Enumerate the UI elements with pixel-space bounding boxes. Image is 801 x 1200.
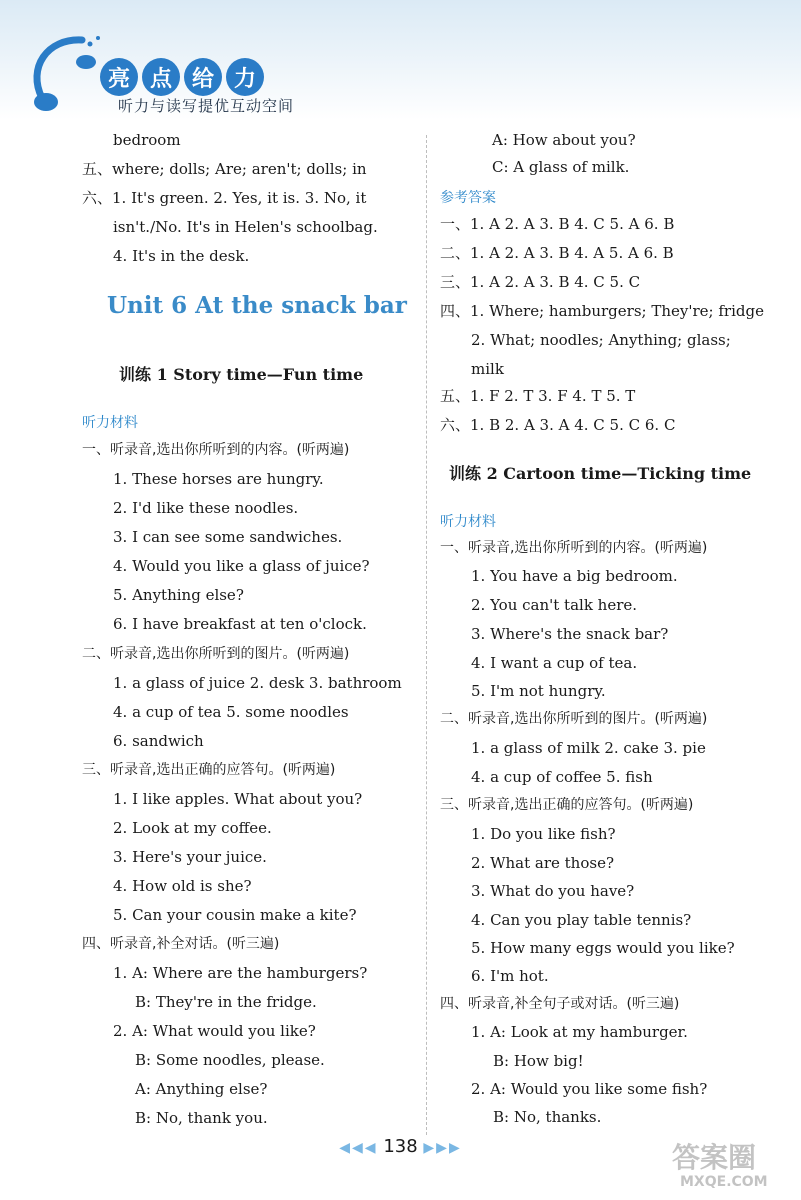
question-heading: 一、听录音,选出你所听到的内容。(听两遍) (82, 442, 350, 458)
list-item: 4. a cup of coffee 5. fish (471, 768, 653, 786)
list-item: 4. I want a cup of tea. (471, 654, 638, 672)
list-item: 1. A: Where are the hamburgers? (113, 964, 368, 982)
list-item: 5. How many eggs would you like? (471, 939, 735, 957)
question-heading: 四、听录音,补全对话。(听三遍) (82, 936, 280, 952)
list-item: 4. Would you like a glass of juice? (113, 557, 370, 575)
list-item: 1. a glass of juice 2. desk 3. bathroom (113, 674, 402, 692)
list-item: 2. Look at my coffee. (113, 819, 272, 837)
list-item: 1. A: Look at my hamburger. (471, 1023, 688, 1041)
lesson-title: 训练 1 Story time—Fun time (119, 365, 364, 384)
page-number: 138 (383, 1136, 418, 1157)
answer-line: 五、where; dolls; Are; aren't; dolls; in (82, 160, 367, 178)
answer-line: 六、1. B 2. A 3. A 4. C 5. C 6. C (440, 416, 676, 434)
list-item: 4. How old is she? (113, 877, 252, 895)
brand-subtitle: 听力与读写提优互动空间 (118, 97, 295, 115)
answer-line: isn't./No. It's in Helen's schoolbag. (113, 218, 378, 236)
list-item: 3. Here's your juice. (113, 848, 267, 866)
list-item: 2. You can't talk here. (471, 596, 638, 614)
list-item: 6. sandwich (113, 732, 204, 750)
brand-char: 给 (184, 58, 222, 96)
list-item: 2. What are those? (471, 854, 614, 872)
list-item: 1. These horses are hungry. (113, 470, 324, 488)
left-arrows-icon: ◀◀◀ (339, 1140, 378, 1156)
answer-line: 五、1. F 2. T 3. F 4. T 5. T (440, 387, 636, 405)
answer-line: bedroom (113, 131, 181, 149)
answers-label: 参考答案 (440, 190, 496, 206)
answer-line: 四、1. Where; hamburgers; They're; fridge (440, 302, 764, 320)
lesson-title: 训练 2 Cartoon time—Ticking time (449, 464, 752, 483)
list-item: 2. A: What would you like? (113, 1022, 316, 1040)
watermark-logo: 答案圈 MXQE.COM (672, 1141, 768, 1190)
list-item: 4. a cup of tea 5. some noodles (113, 703, 349, 721)
list-item: B: How big! (493, 1052, 584, 1070)
answer-line: 一、1. A 2. A 3. B 4. C 5. A 6. B (440, 215, 675, 233)
list-item: 6. I have breakfast at ten o'clock. (113, 615, 367, 633)
list-item: B: Some noodles, please. (135, 1051, 325, 1069)
question-heading: 三、听录音,选出正确的应答句。(听两遍) (440, 797, 694, 813)
list-item: A: Anything else? (135, 1080, 268, 1098)
list-item: 4. Can you play table tennis? (471, 911, 692, 929)
list-item: 2. A: Would you like some fish? (471, 1080, 708, 1098)
list-item: 6. I'm hot. (471, 967, 549, 985)
answer-line: 4. It's in the desk. (113, 247, 250, 265)
brand-char: 亮 (100, 58, 138, 96)
list-item: B: No, thank you. (135, 1109, 268, 1127)
list-item: 3. I can see some sandwiches. (113, 528, 343, 546)
brand-char: 点 (142, 58, 180, 96)
list-item: 3. What do you have? (471, 882, 635, 900)
answer-line: 六、1. It's green. 2. Yes, it is. 3. No, it (82, 189, 367, 207)
answer-line: A: How about you? (492, 131, 636, 149)
question-heading: 二、听录音,选出你所听到的图片。(听两遍) (82, 646, 350, 662)
brand-char: 力 (226, 58, 264, 96)
list-item: 5. Anything else? (113, 586, 244, 604)
question-heading: 四、听录音,补全句子或对话。(听三遍) (440, 996, 680, 1012)
answer-line: 二、1. A 2. A 3. B 4. A 5. A 6. B (440, 244, 674, 262)
list-item: 1. You have a big bedroom. (471, 567, 678, 585)
section-label: 听力材料 (440, 514, 496, 530)
list-item: 1. Do you like fish? (471, 825, 616, 843)
list-item: 2. I'd like these noodles. (113, 499, 299, 517)
unit-title: Unit 6 At the snack bar (107, 292, 407, 319)
question-heading: 三、听录音,选出正确的应答句。(听两遍) (82, 762, 336, 778)
answer-line: 2. What; noodles; Anything; glass; (471, 331, 731, 349)
column-divider (426, 135, 427, 1135)
list-item: 5. Can your cousin make a kite? (113, 906, 357, 924)
list-item: 3. Where's the snack bar? (471, 625, 669, 643)
question-heading: 二、听录音,选出你所听到的图片。(听两遍) (440, 711, 708, 727)
section-label: 听力材料 (82, 415, 138, 431)
list-item: B: No, thanks. (493, 1108, 602, 1126)
answer-line: 三、1. A 2. A 3. B 4. C 5. C (440, 273, 641, 291)
right-arrows-icon: ▶▶▶ (423, 1140, 462, 1156)
answer-line: milk (471, 360, 504, 378)
list-item: 5. I'm not hungry. (471, 682, 606, 700)
answer-line: C: A glass of milk. (492, 158, 630, 176)
list-item: 1. a glass of milk 2. cake 3. pie (471, 739, 706, 757)
brand-title (100, 58, 264, 96)
list-item: B: They're in the fridge. (135, 993, 317, 1011)
question-heading: 一、听录音,选出你所听到的内容。(听两遍) (440, 540, 708, 556)
list-item: 1. I like apples. What about you? (113, 790, 363, 808)
